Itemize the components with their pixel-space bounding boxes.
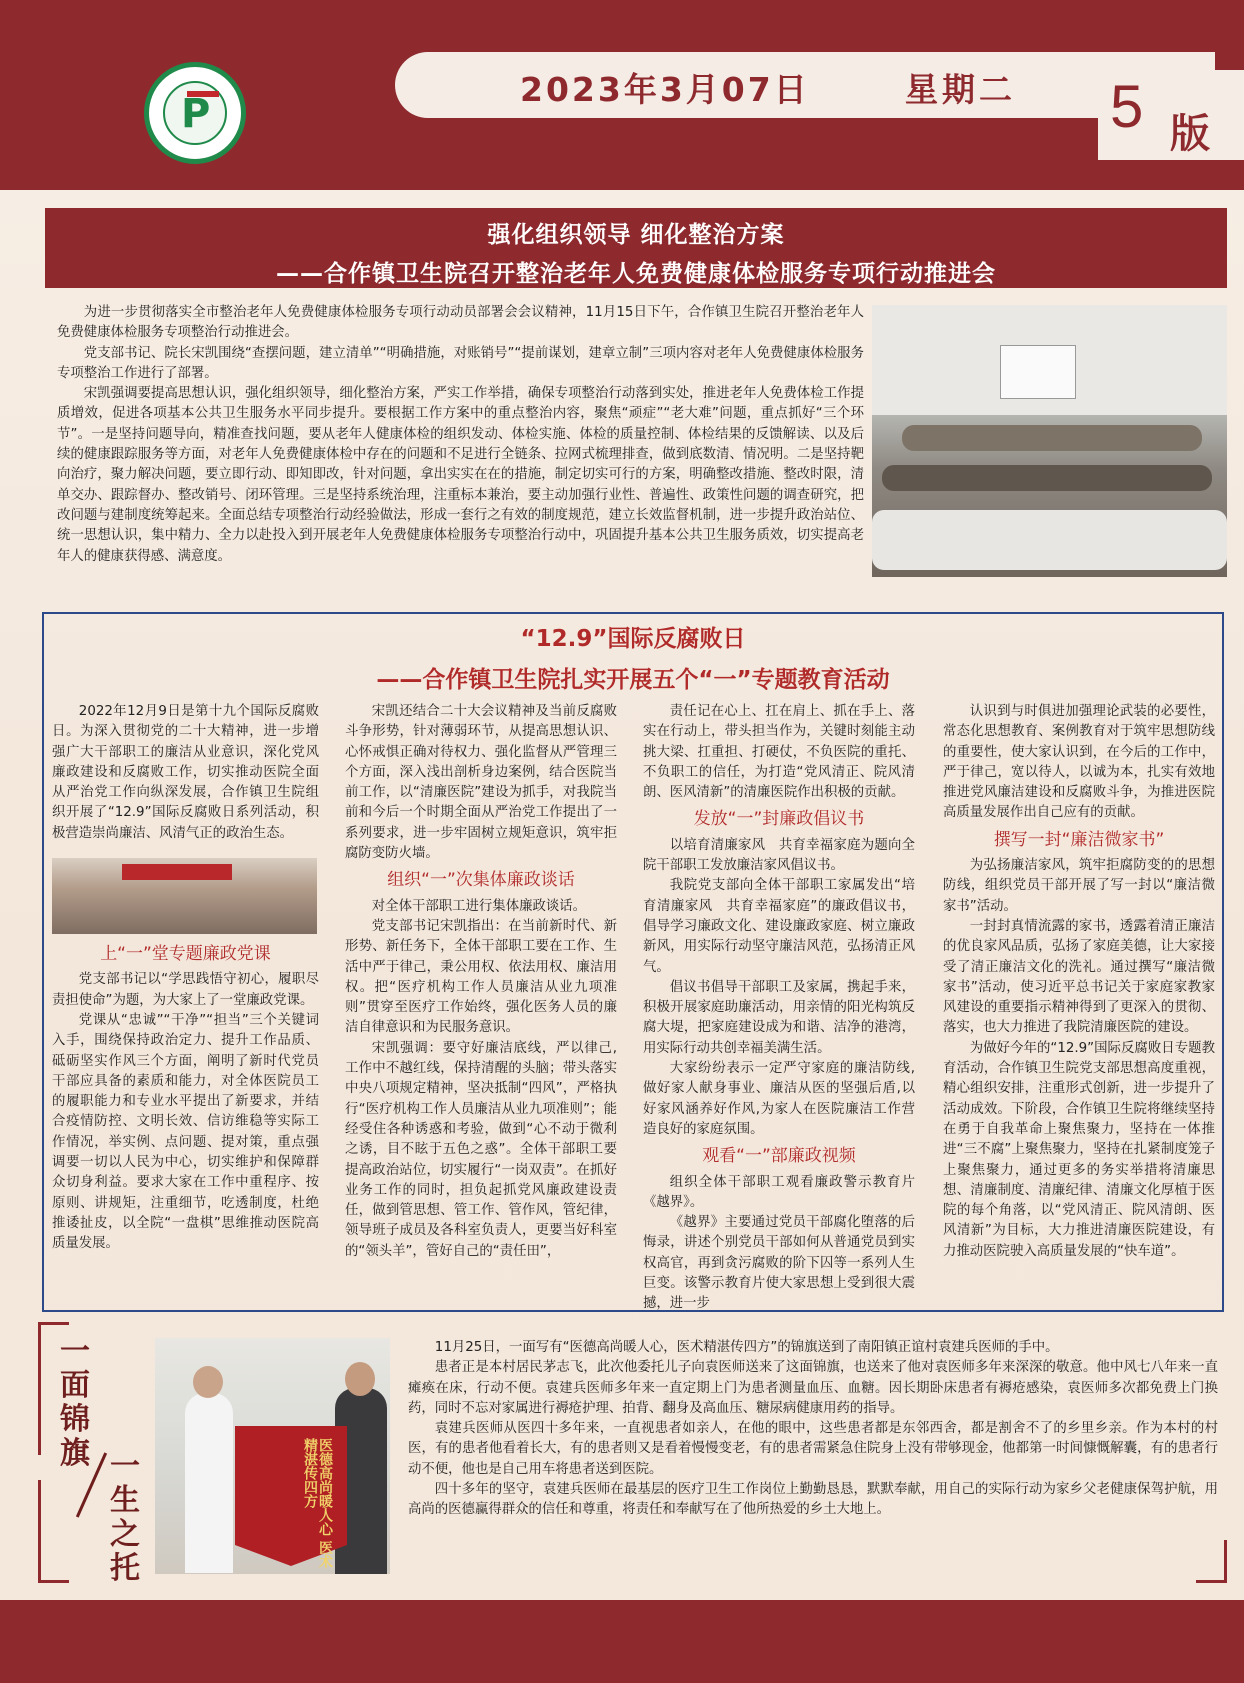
doctor-head — [193, 1366, 223, 1398]
article1-paragraph: 为进一步贯彻落实全市整治老年人免费健康体检服务专项行动动员部署会会议精神，11月15日下午，合作镇卫生院召开整治老年人免费健康体检服务专项整治行动推进会。 — [57, 305, 864, 341]
article2-paragraph: 对全体干部职工进行集体廉政谈话。 — [371, 898, 587, 914]
article2-paragraph: 以培育清廉家风 共育幸福家庭为题向全院干部职工发放廉洁家风倡议书。 — [643, 837, 915, 874]
family-head — [345, 1362, 375, 1396]
audience-row — [882, 465, 1212, 491]
article2-paragraph: 倡议书倡导干部职工及家属，携起手来，积极开展家庭助廉活动，用亲情的阳光构筑反腐大堤，把家庭建设成为和谐、洁净的港湾，用实际行动共创幸福美满生活。 — [643, 979, 915, 1056]
article2-paragraph: 为弘扬廉洁家风，筑牢拒腐防变的的思想防线，组织党员干部开展了写一封以“廉洁微家书”活动。 — [943, 858, 1215, 914]
issue-date: 2023年3月07日 — [520, 70, 810, 109]
article2-column-4 — [943, 702, 1215, 1262]
article2-paragraph: 党支部书记以“学思践悟守初心，履职尽责担使命”为题，为大家上了一堂廉政党课。 — [52, 972, 319, 1008]
section-heading: 组织“一”次集体廉政谈话 — [387, 870, 575, 891]
article2-paragraph: 党课从“忠诚”“干净”“担当”三个关键词入手，围绕保持政治定力、提升工作品质、砥砺坚实作风三个方面，阐明了新时代党员干部应具备的素质和能力，对全体医院员工的履职能力和专业水平提出了新要求，并结合疫情防控、文明长效、信访维稳等实际工作情况，举实例、点问题、提对策，重点强调要一切以人民为中心，切实维护和保障群众切身利益。要求大家在工作中重程序、按原则、讲规矩，注重细节，吃透制度，杜绝推诿扯皮，以全院“一盘棋”思维推动医院高质量发展。 — [52, 1012, 319, 1252]
article3-body — [408, 1338, 1218, 1521]
article2-paragraph: 大家纷纷表示一定严守家庭的廉洁防线,做好家人献身事业、廉洁从医的坚强后盾,以好家风涵养好作风,为家人在医院廉洁工作营造良好的家庭氛围。 — [643, 1061, 915, 1137]
section-heading: 发放“一”封廉政倡议书 — [693, 809, 865, 830]
article1-paragraph: 党支部书记、院长宋凯围绕“查摆问题，建立清单”“明确措施，对账销号”“提前谋划，建章立制”三项内容对老年人免费健康体检服务专项整治工作进行了部署。 — [57, 345, 864, 381]
section-heading: 撰写一封“廉洁微家书” — [993, 829, 1165, 850]
projector-screen — [1000, 345, 1076, 399]
lecture-photo — [52, 858, 317, 934]
article2-paragraph: 我院党支部向全体干部职工家属发出“培育清廉家风 共育幸福家庭”的廉政倡议书，倡导学习廉政文化、建设廉政家庭、树立廉政新风，用实际行动坚守廉洁风范，弘扬清正风气。 — [643, 878, 915, 975]
article2-subtitle: ——合作镇卫生院扎实开展五个“一”专题教育活动 — [376, 667, 890, 693]
article2-heading — [42, 620, 1224, 694]
article2-paragraph: 党支部书记宋凯指出：在当前新时代、新形势、新任务下，全体干部职工要在工作、生活中严于律己，秉公用权、依法用权、廉洁用权。把“医疗机构工作人员廉洁从业九项准则”贯穿至医疗工作始终，强化医务人员的廉洁自律意识和为民服务意识。 — [345, 918, 617, 1036]
meeting-photo — [872, 305, 1227, 577]
article3-paragraph: 11月25日，一面写有“医德高尚暖人心，医术精湛传四方”的锦旗送到了南阳镇正谊村袁建兵医师的手中。 — [434, 1340, 1059, 1355]
pennant-text — [252, 1438, 332, 1574]
logo-mark: P — [181, 91, 211, 137]
pennant-line: 医德高尚暖人心 — [317, 1438, 333, 1536]
corner-bracket — [1196, 1540, 1227, 1583]
article2-paragraph: 为做好今年的“12.9”国际反腐败日专题教育活动，合作镇卫生院党支部思想高度重视，精心组织安排，注重形式创新，进一步提升了活动成效。下阶段，合作镇卫生院将继续坚持在勇于自我革命上聚焦聚力，坚持在一体推进“三不腐”上聚焦聚力，坚持在扎紧制度笼子上聚焦聚力，通过更多的务实举措将清廉思想、清廉制度、清廉纪律、清廉文化厚植于医院的每个角落，以“党风清正、院风清朗、医风清新”为目标，大力推进清廉医院建设，有力推动医院驶入高质量发展的“快车道”。 — [943, 1040, 1215, 1259]
issue-weekday: 星期二 — [905, 70, 1016, 109]
article2-paragraph: 认识到与时俱进加强理论武装的必要性，常态化思想教育、案例教育对于筑牢思想防线的重要性，使大家认识到，在今后的工作中，严于律己，宽以待人，以诚为本，扎实有效地推进党风廉洁建设和反腐败斗争，为推进医院高质量发展作出自己应有的贡献。 — [943, 704, 1215, 821]
article2-title: “12.9”国际反腐败日 — [520, 626, 746, 652]
article2-column-2 — [345, 702, 617, 1262]
article3-paragraph: 四十多年的坚守，袁建兵医师在最基层的医疗卫生工作岗位上勤勤恳恳，默默奉献，用自己的实际行动为家乡父老健康保驾护航，用高尚的医德赢得群众的信任和尊重，将责任和奉献写在了他所热爱的乡土大地上。 — [408, 1482, 1218, 1518]
article3-paragraph: 袁建兵医师从医四十多年来，一直视患者如亲人，在他的眼中，这些患者都是东邻西舍，都是割舍不了的乡里乡亲。作为本村的村医，有的患者他看着长大，有的患者则又是看着慢慢变老，有的患者需紧急住院身上没有带够现金，他都第一时间慷慨解囊，有的患者行动不便，他也是自己用车将患者送到医院。 — [408, 1421, 1218, 1477]
white-coats-row — [872, 510, 1227, 570]
article2-column-1 — [52, 702, 319, 1255]
page-number: 5 — [1110, 73, 1144, 140]
section-heading: 上“一”堂专题廉政党课 — [100, 944, 271, 965]
footer-band — [0, 1600, 1244, 1683]
article2-paragraph: 责任记在心上、扛在肩上、抓在手上、落实在行动上，带头担当作为，关键时刻能主动挑大梁、扛重担、打硬仗，不负医院的重托、不负职工的信任，为打造“党风清正、院风清朗、医风清新”的清廉医院作出积极的贡献。 — [643, 704, 915, 801]
article2-paragraph: 一封封真情流露的家书，透露着清正廉洁的优良家风品质，弘扬了家庭美德，让大家接受了清正廉洁文化的洗礼。通过撰写“廉洁微家书”活动，使习近平总书记关于家庭家教家风建设的重要指示精神得到了更深入的贯彻、落实，也大力推进了我院清廉医院的建设。 — [943, 918, 1215, 1036]
article1-title-banner — [45, 208, 1227, 288]
page-suffix: 版 — [1170, 111, 1210, 157]
corner-bracket — [38, 1480, 69, 1583]
pennant-photo — [155, 1338, 390, 1574]
article1-body — [57, 303, 864, 567]
logo-emblem — [163, 81, 227, 145]
article2-paragraph: 宋凯强调：要守好廉洁底线，严以律己,工作中不越红线，保持清醒的头脑；带头落实中央八项规定精神，坚决抵制“四风”，严格执行“医疗机构工作人员廉洁从业九项准则”；能经受住各种诱惑和考验，做到“心不动于微利之诱，目不眩于五色之惑”。全体干部职工要提高政治站位，切实履行“一岗双责”。在抓好业务工作的同时，担负起抓党风廉政建设责任，做到管思想、管工作、管作风，管纪律，领导班子成员及各科室负责人，更要当好科室的“领头羊”，管好自己的“责任田”， — [345, 1040, 617, 1259]
article2-paragraph: 《越界》主要通过党员干部腐化堕落的后悔录，讲述个别党员干部如何从普通党员到实权高官，再到贪污腐败的阶下囚等一系列人生巨变。该警示教育片使大家思想上受到很大震撼，进一步 — [643, 1215, 915, 1312]
article2-column-3 — [643, 702, 915, 1315]
pennant-line: 医术精湛传四方 — [302, 1438, 333, 1569]
lecture-banner — [122, 864, 232, 880]
article1-title: 强化组织领导 细化整治方案 — [487, 222, 785, 248]
section-heading: 观看“一”部廉政视频 — [702, 1146, 856, 1167]
article2-paragraph: 宋凯还结合二十大会议精神及当前反腐败斗争形势，针对薄弱环节，从提高思想认识、心怀戒惧正确对待权力、强化监督从严管理三个方面，深入浅出剖析身边案例，结合医院当前工作，以“清廉医院”建设为抓手，对我院当前和今后一个时期全面从严治党工作提出了一系列要求，进一步牢固树立规矩意识，筑牢拒腐防变防火墙。 — [345, 704, 617, 862]
audience-row — [902, 425, 1202, 451]
article1-paragraph: 宋凯强调要提高思想认识，强化组织领导，细化整治方案，严实工作举措，确保专项整治行动落到实处，推进老年人免费体检工作提质增效，促进各项基本公共卫生服务水平同步提升。要根据工作方案中的重点整治内容，聚焦“顽症”“老大难”问题，重点抓好“三个环节”。一是坚持问题导向，精准查找问题，要从老年人健康体检的组织发动、体检实施、体检的质量控制、体检结果的反馈解读、以及后续的健康跟踪服务等方面，对老年人免费健康体检中存在的问题和不足进行全链条、拉网式梳理排查，做到底数清、情况明。二是坚持靶向治疗，聚力解决问题，要立即行动、即知即改，针对问题，拿出实实在在的措施，制定切实可行的方案，明确整改措施、整改时限，清单交办、跟踪督办、整改销号、闭环管理。三是坚持系统治理，注重标本兼治，要主动加强行业性、普遍性、政策性问题的调查研究，把改问题与建制度统筹起来。全面总结专项整治行动经验做法，形成一套行之有效的制度规范，建立长效监督机制，进一步提升政治站位、统一思想认识，集中精力、全力以赴投入到开展老年人免费健康体检服务专项整治行动中，巩固提升基本公共卫生服务质效，切实提高老年人的健康获得感、满意度。 — [57, 386, 864, 564]
article2-paragraph: 2022年12月9日是第十九个国际反腐败日。为深入贯彻党的二十大精神，进一步增强广大干部职工的廉洁从业意识，深化党风廉政建设和反腐败工作，切实推动医院全面从严治党工作向纵深发展，合作镇卫生院组织开展了“12.9”国际反腐败日系列活动，积极营造崇尚廉洁、风清气正的政治生态。 — [52, 704, 319, 841]
hospital-group-logo-icon — [144, 62, 246, 164]
article3-paragraph: 患者正是本村居民茅志飞，此次他委托儿子向袁医师送来了这面锦旗，也送来了他对袁医师多年来深深的敬意。他中风七八年来一直瘫痪在床，行动不便。袁建兵医师多年来一直定期上门为患者测量血压、血糖。因长期卧床患者有褥疮感染，袁医师多次都免费上门换药，同时不忘对家属进行褥疮护理、拍背、翻身及高血压、糖尿病健康用药的指导。 — [408, 1360, 1218, 1416]
article1-subtitle: ——合作镇卫生院召开整治老年人免费健康体检服务专项行动推进会 — [276, 261, 996, 287]
article2-paragraph: 组织全体干部职工观看廉政警示教育片《越界》。 — [643, 1174, 915, 1210]
vertical-title-a: 一面锦旗 — [60, 1334, 90, 1471]
vertical-title-b: 一生之托 — [110, 1449, 140, 1586]
doctor-figure — [185, 1393, 233, 1573]
